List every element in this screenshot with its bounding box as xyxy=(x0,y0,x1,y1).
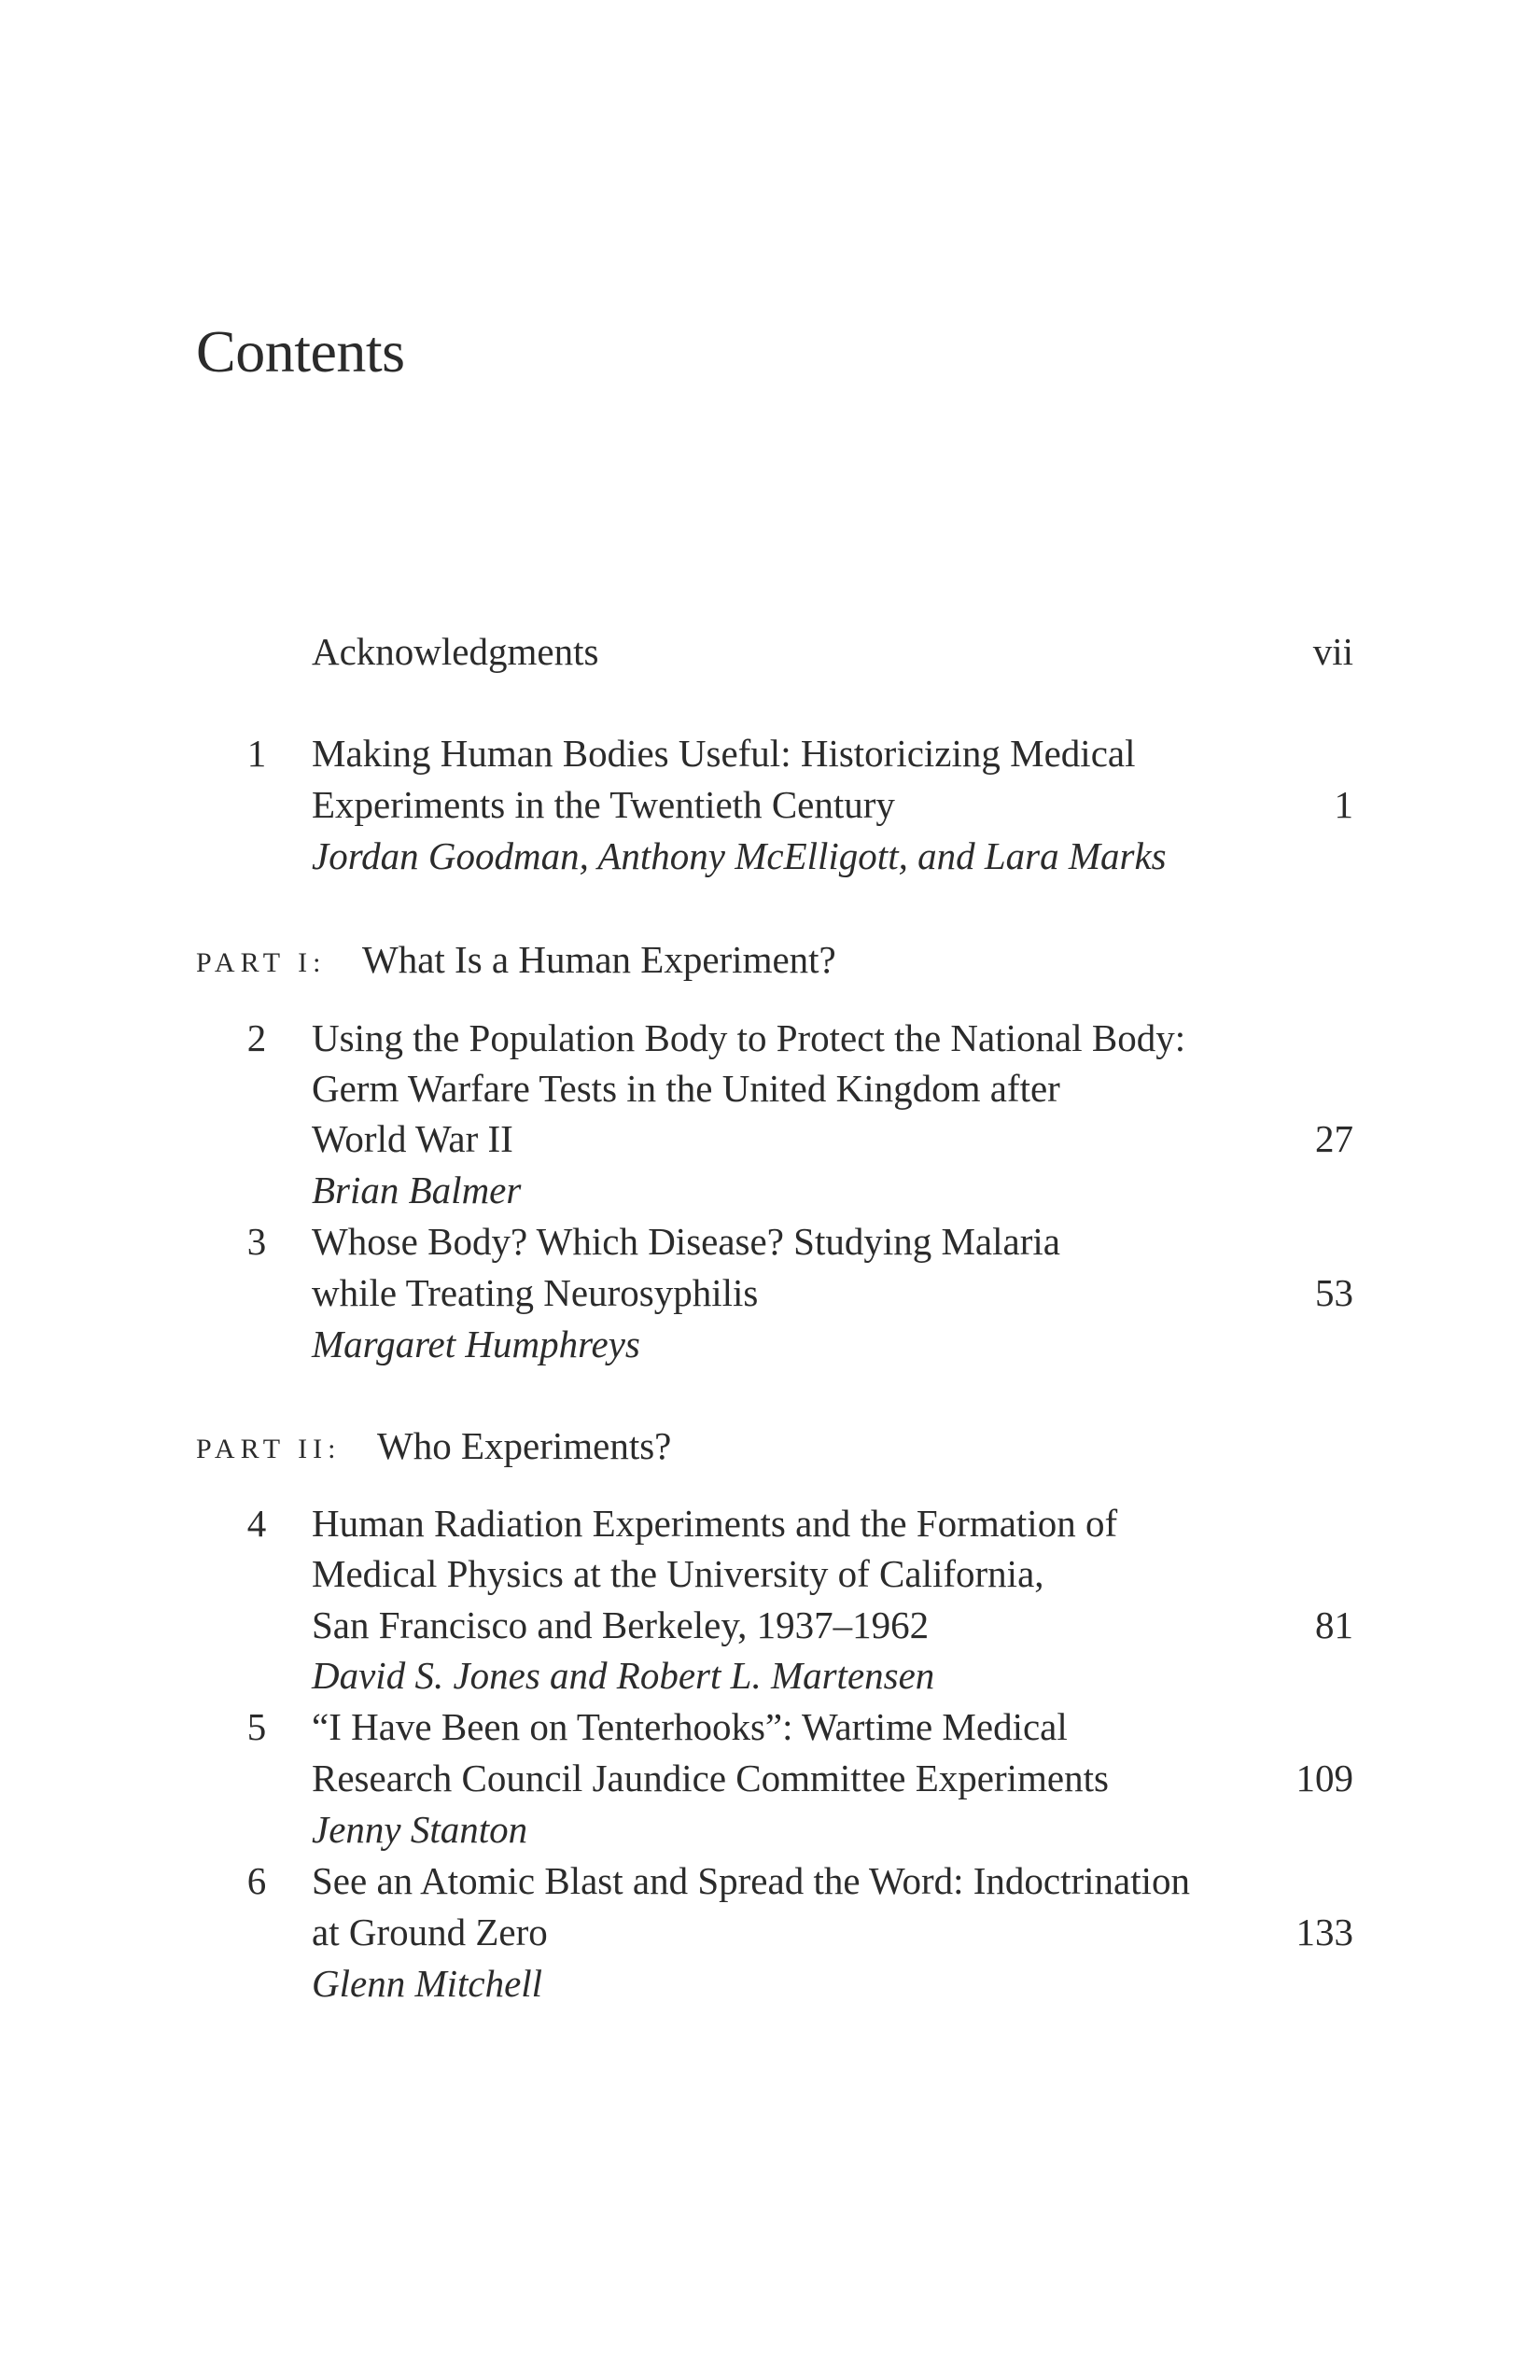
chapter-title-line: Research Council Jaundice Committee Experiments xyxy=(312,1757,1109,1799)
chapter-title-line: Using the Population Body to Protect the National Body: xyxy=(312,1016,1186,1059)
chapter-authors: Jenny Stanton xyxy=(312,1808,528,1851)
part-label: PART I: xyxy=(196,947,327,978)
chapter-title-line: at Ground Zero xyxy=(312,1911,548,1953)
chapter-title-line: San Francisco and Berkeley, 1937–1962 xyxy=(312,1603,930,1646)
chapter-number: 1 xyxy=(246,732,267,775)
chapter-title-line: Making Human Bodies Useful: Historicizing Medical xyxy=(312,732,1136,775)
part-title: What Is a Human Experiment? xyxy=(362,938,836,981)
page-number: 27 xyxy=(1315,1117,1353,1160)
entry-title: Acknowledgments xyxy=(312,630,599,673)
page-number: 133 xyxy=(1295,1911,1353,1953)
chapter-title-line: Experiments in the Twentieth Century xyxy=(312,783,895,826)
chapter-number: 5 xyxy=(246,1705,267,1748)
page-number: 109 xyxy=(1295,1757,1353,1799)
chapter-title-line: World War II xyxy=(312,1117,513,1160)
chapter-authors: David S. Jones and Robert L. Martensen xyxy=(312,1654,935,1697)
part-label: PART II: xyxy=(196,1434,342,1464)
chapter-title-line: Medical Physics at the University of California, xyxy=(312,1552,1044,1595)
page-title: Contents xyxy=(196,318,405,385)
chapter-authors: Jordan Goodman, Anthony McElligott, and Lara Marks xyxy=(312,834,1167,877)
chapter-title-line: “I Have Been on Tenterhooks”: Wartime Medical xyxy=(312,1705,1068,1748)
chapter-title-line: while Treating Neurosyphilis xyxy=(312,1271,759,1314)
page-number: 1 xyxy=(1334,783,1353,826)
chapter-authors: Brian Balmer xyxy=(312,1169,522,1211)
chapter-title-line: Whose Body? Which Disease? Studying Malaria xyxy=(312,1220,1060,1263)
chapter-title-line: Human Radiation Experiments and the Formation of xyxy=(312,1502,1118,1545)
part-title: Who Experiments? xyxy=(377,1424,672,1467)
chapter-title-line: Germ Warfare Tests in the United Kingdom after xyxy=(312,1067,1060,1110)
chapter-number: 2 xyxy=(246,1016,267,1059)
page-number: 81 xyxy=(1315,1603,1353,1646)
chapter-number: 4 xyxy=(246,1502,267,1545)
chapter-number: 3 xyxy=(246,1220,267,1263)
chapter-title-line: See an Atomic Blast and Spread the Word: Indoctrination xyxy=(312,1859,1191,1902)
chapter-number: 6 xyxy=(246,1859,267,1902)
chapter-authors: Margaret Humphreys xyxy=(312,1323,640,1365)
page-number: vii xyxy=(1312,630,1353,673)
chapter-authors: Glenn Mitchell xyxy=(312,1962,543,2005)
page-number: 53 xyxy=(1315,1271,1353,1314)
